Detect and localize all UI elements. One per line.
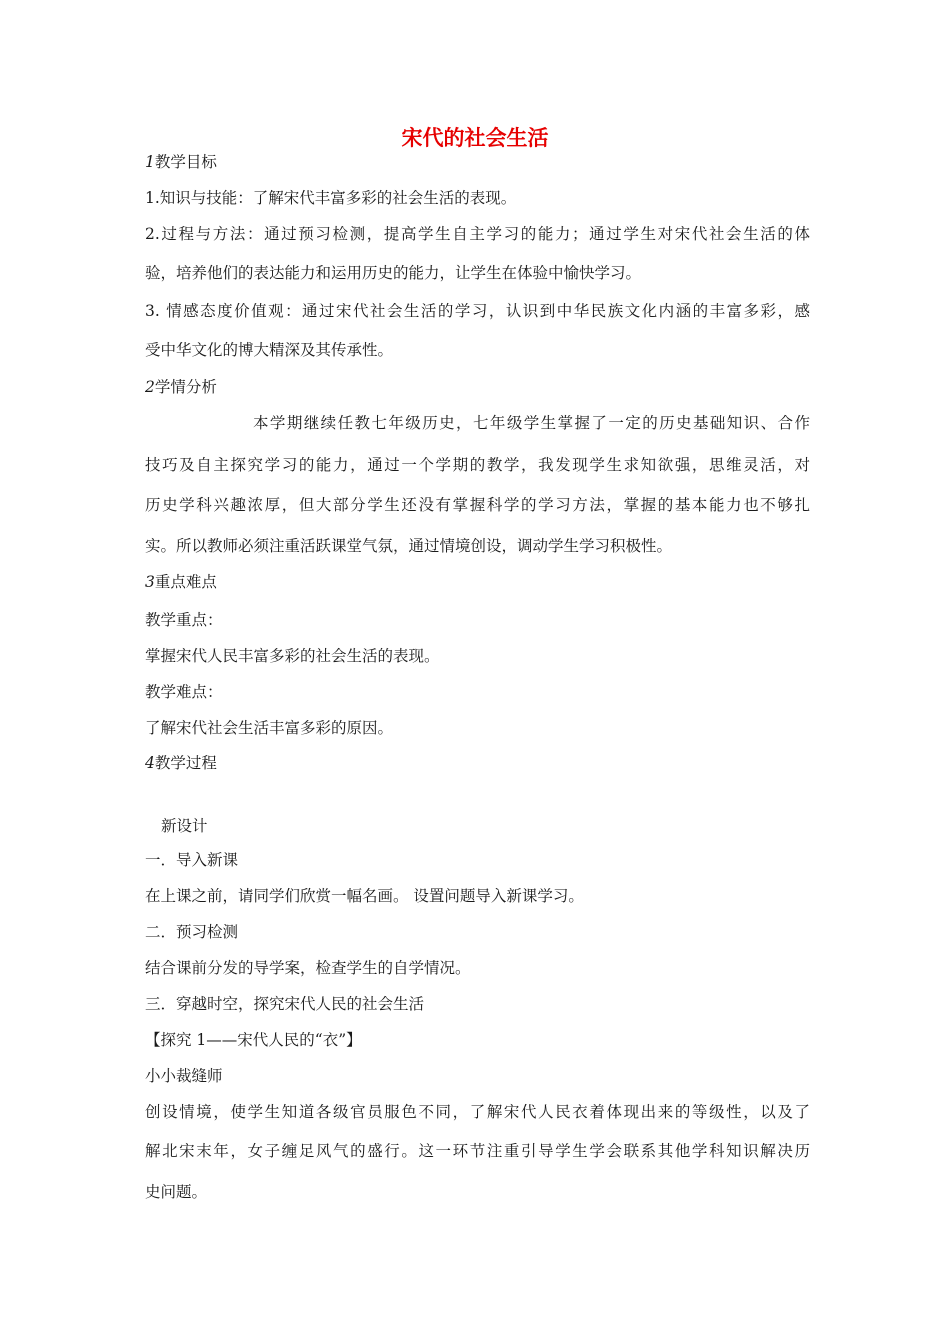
step2-text: 结合课前分发的导学案，检查学生的自学情况。 — [145, 959, 471, 977]
step3-title: 三．穿越时空，探究宋代人民的社会生活 — [145, 995, 425, 1013]
goal-emotion-line1: 3. 情感态度价值观：通过宋代社会生活的学习，认识到中华民族文化内涵的丰富多彩，感 — [145, 302, 810, 320]
goal-process-line1: 2.过程与方法：通过预习检测，提高学生自主学习的能力；通过学生对宋代社会生活的体 — [145, 225, 810, 243]
explore1-text-line3: 史问题。 — [145, 1183, 208, 1201]
goal-knowledge: 1.知识与技能：了解宋代丰富多彩的社会生活的表现。 — [145, 189, 517, 207]
focus-text: 掌握宋代人民丰富多彩的社会生活的表现。 — [145, 647, 440, 665]
analysis-line3: 历史学科兴趣浓厚，但大部分学生还没有掌握科学的学习方法，掌握的基本能力也不够扎 — [145, 496, 810, 514]
section-heading-analysis: 2学情分析 — [145, 378, 217, 396]
explore1-text-line2: 解北宋末年，女子缠足风气的盛行。这一环节注重引导学生学会联系其他学科知识解决历 — [145, 1142, 810, 1160]
explore1-subtitle: 小小裁缝师 — [145, 1067, 223, 1085]
step1-text: 在上课之前，请同学们欣赏一幅名画。 设置问题导入新课学习。 — [145, 887, 584, 905]
analysis-line2: 技巧及自主探究学习的能力，通过一个学期的教学，我发现学生求知欲强，思维灵活，对 — [145, 456, 810, 474]
explore1-text-line1: 创设情境，使学生知道各级官员服色不同，了解宋代人民衣着体现出来的等级性，以及了 — [145, 1103, 810, 1121]
step2-title: 二．预习检测 — [145, 923, 239, 941]
section-heading-process: 4教学过程 — [145, 754, 217, 772]
difficulty-label: 教学难点： — [145, 683, 223, 701]
design-label: 新设计 — [161, 817, 208, 835]
section-heading-keypoints: 3重点难点 — [145, 573, 217, 591]
focus-label: 教学重点： — [145, 611, 223, 629]
section-heading-objectives: 1教学目标 — [145, 153, 217, 171]
difficulty-text: 了解宋代社会生活丰富多彩的原因。 — [145, 719, 394, 737]
goal-emotion-line2: 受中华文化的博大精深及其传承性。 — [145, 341, 394, 359]
analysis-line1: 本学期继续任教七年级历史，七年级学生掌握了一定的历史基础知识、合作 — [253, 414, 810, 432]
explore1-title: 【探究 1——宋代人民的“衣”】 — [145, 1031, 362, 1049]
document-title: 宋代的社会生活 — [401, 126, 549, 150]
analysis-line4: 实。所以教师必须注重活跃课堂气氛，通过情境创设，调动学生学习积极性。 — [145, 537, 673, 555]
step1-title: 一．导入新课 — [145, 851, 239, 869]
goal-process-line2: 验，培养他们的表达能力和运用历史的能力，让学生在体验中愉快学习。 — [145, 264, 642, 282]
